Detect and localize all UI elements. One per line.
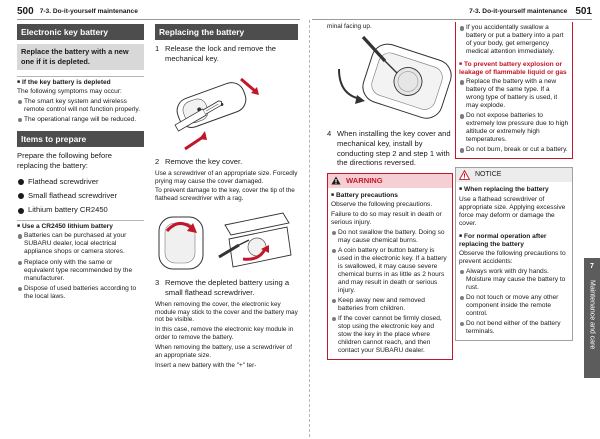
column-1 xyxy=(17,24,144,303)
battery-replacement-illustration xyxy=(327,33,453,123)
list-item: The operational range will be reduced. xyxy=(17,116,144,124)
normal-operation-intro: Observe the following precautions to prevent accidents: xyxy=(459,249,566,265)
replacing-heading: ■ When replacing the battery xyxy=(459,184,569,194)
list-item: Always work with dry hands. Moisture may cause the battery to rust. xyxy=(459,268,569,292)
list-item: Do not expose batteries to extremely low pressure due to high altitude or extremely high temperatures. xyxy=(459,112,569,144)
step-number: 3 xyxy=(155,278,160,288)
warning-box xyxy=(327,173,453,360)
warning-triangle-icon xyxy=(331,176,341,185)
step-text: Release the lock and remove the mechanical key. xyxy=(165,44,277,64)
column-3 xyxy=(327,24,453,360)
right-page-header xyxy=(469,5,592,19)
step-4 xyxy=(327,129,453,168)
step-text: Remove the key cover. xyxy=(165,157,243,166)
right-page-number: 501 xyxy=(575,5,592,17)
left-page-number: 500 xyxy=(17,5,34,17)
list-item: Replace the battery with a new battery of the same type. If a wrong type of battery is used, it may explode. xyxy=(459,78,569,110)
step-2-note: Use a screwdriver of an appropriate size. Forcedly prying may cause the cover damaged. xyxy=(155,169,298,185)
section-heading-prepare: Items to prepare xyxy=(17,131,144,147)
step-1 xyxy=(155,44,298,64)
notice-body xyxy=(456,182,572,340)
notice-box xyxy=(455,167,573,341)
list-item: A coin battery or button battery is used in the electronic key. If a battery is swallowed, it may cause severe chemical burns in as little as 2 hours and may result in death or serious injury. xyxy=(331,247,449,295)
prepare-item: Lithium battery CR2450 xyxy=(17,205,144,214)
list-item: Do not burn, break or cut a battery. xyxy=(459,146,569,154)
precautions-consequence: Failure to do so may result in death or serious injury. xyxy=(331,210,442,226)
chapter-tab[interactable] xyxy=(584,258,600,378)
section-heading-replacing: Replacing the battery xyxy=(155,24,298,40)
list-item: If you accidentally swallow a battery or put a battery into a part of your body, get emergency medical attention immediately. xyxy=(459,24,569,56)
list-item: If the cover cannot be firmly closed, stop using the electronic key and stow the key in the place where children cannot reach, and then contact your SUBARU dealer. xyxy=(331,315,449,355)
list-item: Replace only with the same or equivalent type recommended by the manufacturer. xyxy=(17,259,144,283)
step-text: When installing the key cover and mechanical key, install by conducting step 2 and step 1 with the directions reversed. xyxy=(337,128,451,168)
step-number: 4 xyxy=(327,128,332,138)
notice-header xyxy=(456,168,572,182)
warning-title: WARNING xyxy=(346,176,383,186)
left-header-rule xyxy=(17,19,300,20)
remove-mechanical-key-illustration xyxy=(155,67,275,152)
normal-operation-heading: ■ For normal operation after replacing the battery xyxy=(459,231,569,249)
column-2 xyxy=(155,24,298,371)
prepare-item: Small flathead screwdriver xyxy=(17,191,144,200)
replace-battery-callout: Replace the battery with a new one if it is depleted. xyxy=(17,44,144,69)
replacing-text: Use a flathead screwdriver of appropriate size. Applying excessive force may deform or damage the cover. xyxy=(459,195,566,227)
step-3-note: When removing the battery, use a screwdriver of an appropriate size. xyxy=(155,343,292,359)
step-2-note: To prevent damage to the key, cover the tip of the flathead screwdriver with a rag. xyxy=(155,187,295,203)
list-item: Batteries can be purchased at your SUBARU dealer, local electrical appliance shops or camera stores. xyxy=(17,232,144,256)
warning-header xyxy=(328,174,452,187)
list-item: Do not bend either of the battery terminals. xyxy=(459,320,569,336)
list-item: Do not touch or move any other component inside the remote control. xyxy=(459,294,569,318)
step-3-note: When removing the cover, the electronic key module may stick to the cover and the battery may not be visible. xyxy=(155,300,298,324)
list-item: Keep away new and removed batteries from children. xyxy=(331,297,449,313)
step-3-note: Insert a new battery with the "+" ter- xyxy=(155,361,257,369)
list-item: Dispose of used batteries according to the local laws. xyxy=(17,285,144,301)
column-4 xyxy=(455,22,573,341)
battery-precautions-heading: ■ Battery precautions xyxy=(331,190,449,200)
step-3-note: In this case, remove the electronic key module in order to remove the battery. xyxy=(155,326,294,342)
step-number: 2 xyxy=(155,157,160,166)
step-number: 1 xyxy=(155,44,160,54)
explosion-heading: ■ To prevent battery explosion or leakage of flammable liquid or gas xyxy=(459,59,569,77)
left-page-header xyxy=(17,5,138,19)
depleted-heading: ■ If the key battery is depleted xyxy=(17,76,144,87)
remove-key-cover-illustration xyxy=(155,205,295,271)
step-2 xyxy=(155,157,298,167)
prepare-intro: Prepare the following before replacing the battery: xyxy=(17,150,112,170)
list-item: Do not swallow the battery. Doing so may cause chemical burns. xyxy=(331,229,449,245)
section-heading-battery: Electronic key battery xyxy=(17,24,144,40)
precautions-intro: Observe the following precautions. xyxy=(331,200,433,208)
page-gutter xyxy=(309,20,310,437)
list-item: The smart key system and wireless remote control will not function properly. xyxy=(17,98,144,114)
left-section-title: 7-3. Do-it-yourself maintenance xyxy=(39,7,138,15)
chapter-label: Maintenance and care xyxy=(588,280,596,350)
step-3 xyxy=(155,278,298,298)
prepare-item: Flathead screwdriver xyxy=(17,177,144,186)
right-header-rule xyxy=(312,19,592,20)
notice-title: NOTICE xyxy=(475,171,502,179)
depleted-intro: The following symptoms may occur: xyxy=(17,87,122,95)
warning-box-continued xyxy=(455,22,573,159)
warning-body xyxy=(328,188,452,360)
right-section-title: 7-3. Do-it-yourself maintenance xyxy=(469,7,568,15)
lithium-heading: ■ Use a CR2450 lithium battery xyxy=(17,220,144,231)
step-text: Remove the depleted battery using a small flathead screwdriver. xyxy=(165,278,290,297)
chapter-number: 7 xyxy=(590,263,594,270)
continued-text: minal facing up. xyxy=(327,23,372,30)
info-triangle-icon xyxy=(459,170,470,180)
